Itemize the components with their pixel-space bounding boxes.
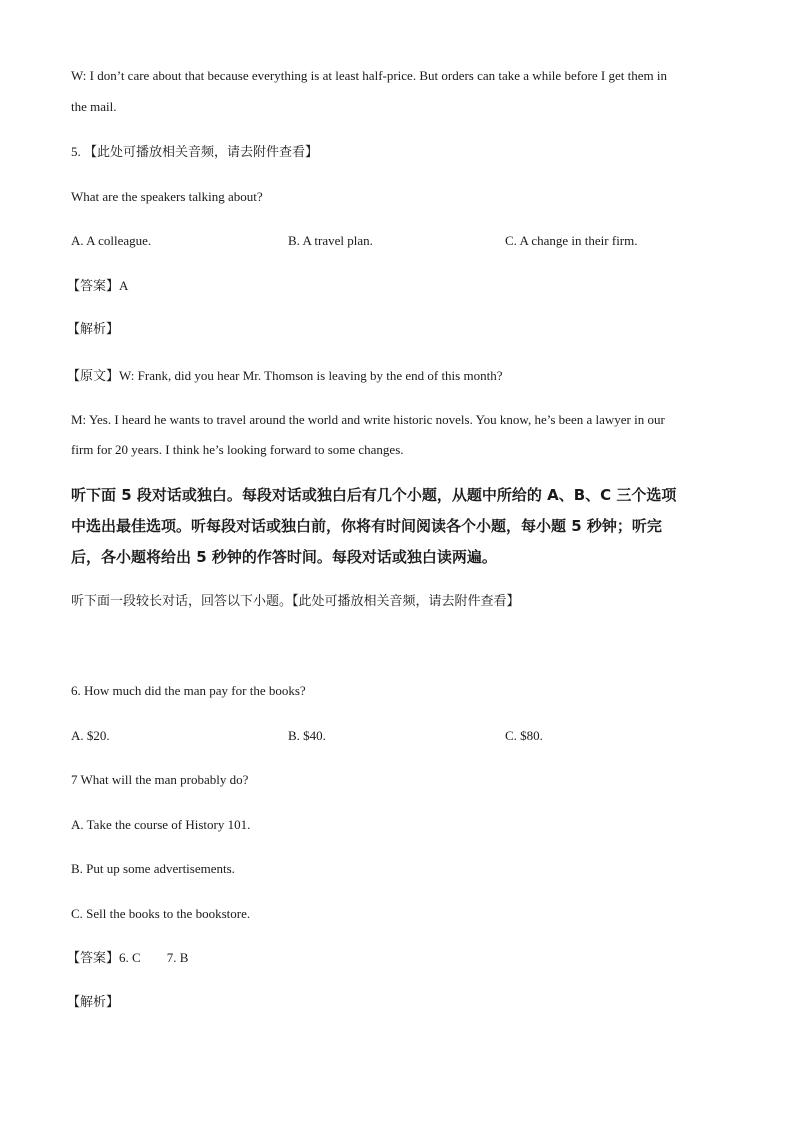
question-5-text: What are the speakers talking about? [71, 189, 263, 204]
answer-6: 6. C [119, 950, 141, 965]
q5-analysis-label: 【解析】 [67, 322, 120, 337]
dialogue-line-continued: the mail. [71, 99, 117, 114]
section-instruction-1: 听下面 5 段对话或独白。每段对话或独白后有几个小题，从题中所给的 A、B、C 三个选项 [71, 486, 677, 504]
answer-label: 【答案】 [67, 951, 120, 966]
q5-answer [67, 277, 128, 296]
answer-7: 7. B [166, 950, 189, 965]
q6-option-a: A. $20. [71, 728, 110, 743]
q7-option-c: C. Sell the books to the bookstore. [71, 906, 251, 921]
q5-transcript-m1: M: Yes. I heard he wants to travel around the world and write historic novels. You know, he’s been a lawyer in our [71, 412, 665, 427]
audio-note: 【此处可播放相关音频，请去附件查看】 [84, 145, 319, 160]
q7-option-a: A. Take the course of History 101. [71, 817, 251, 832]
question-5-header [71, 143, 318, 162]
section-instruction-2: 中选出最佳选项。听每段对话或独白前，你将有时间阅读各个小题，每小题 5 秒钟；听完 [71, 517, 662, 535]
long-dialogue-note: 听下面一段较长对话，回答以下小题。【此处可播放相关音频，请去附件查看】 [71, 594, 520, 609]
answer-label: 【答案】 [67, 279, 120, 294]
q5-option-a: A. A colleague. [71, 233, 152, 248]
question-7-text: 7 What will the man probably do? [71, 772, 249, 787]
answers-6-7 [67, 949, 188, 968]
section-instruction-3: 后，各小题将给出 5 秒钟的作答时间。每段对话或独白读两遍。 [71, 548, 497, 566]
q6-option-c: C. $80. [505, 728, 543, 743]
question-number: 5. [71, 144, 81, 159]
question-6-text: 6. How much did the man pay for the books? [71, 683, 306, 698]
dialogue-line: W: I don’t care about that because everything is at least half-price. But orders can take a while before I get them in [71, 68, 667, 83]
q5-option-b: B. A travel plan. [288, 233, 373, 248]
q6-option-b: B. $40. [288, 728, 326, 743]
transcript-label: 【原文】 [67, 369, 120, 384]
analysis-6-7-label: 【解析】 [67, 995, 120, 1010]
q5-transcript-w [67, 367, 502, 386]
answer-value: A [119, 278, 129, 293]
q5-transcript-m2: firm for 20 years. I think he’s looking forward to some changes. [71, 442, 404, 457]
q7-option-b: B. Put up some advertisements. [71, 861, 235, 876]
transcript-w-text: W: Frank, did you hear Mr. Thomson is leaving by the end of this month? [119, 368, 503, 383]
q5-option-c: C. A change in their firm. [505, 233, 638, 248]
